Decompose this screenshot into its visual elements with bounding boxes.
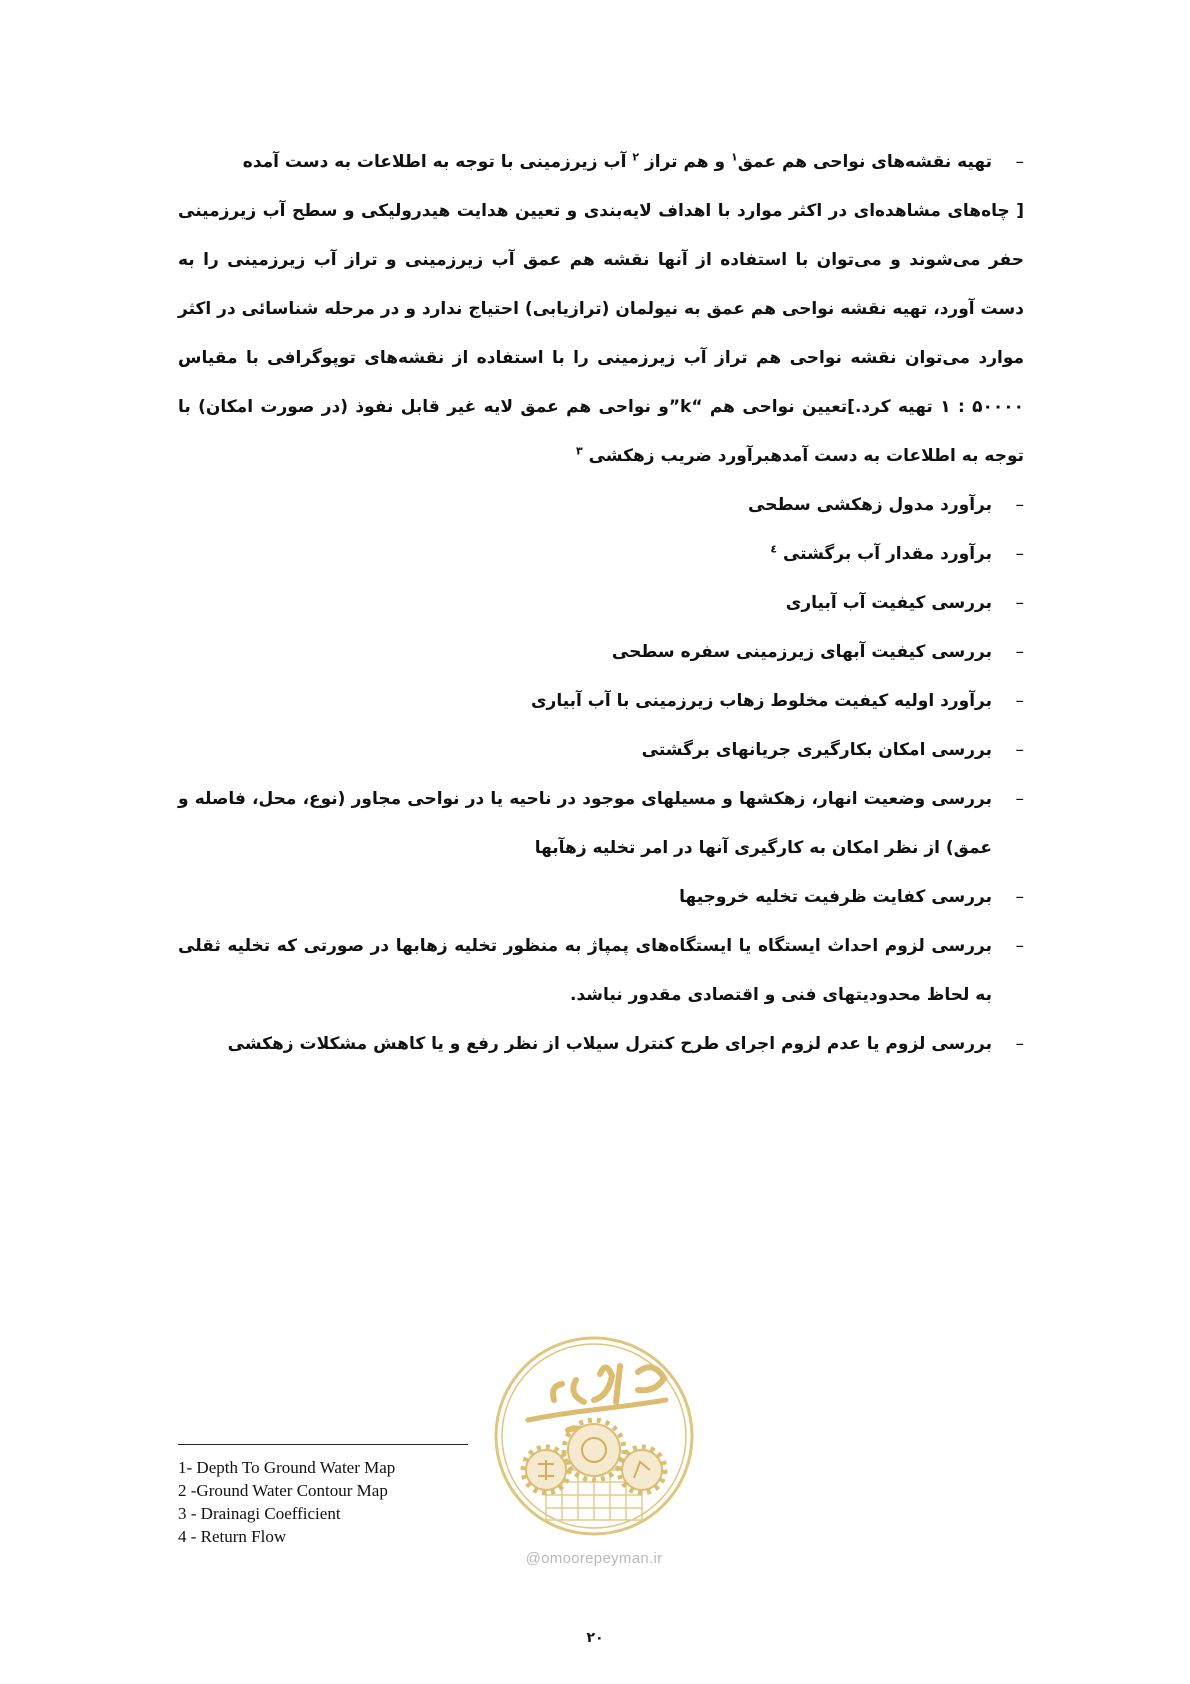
dash-bullet: –	[1015, 936, 1024, 956]
dash-bullet: –	[1015, 691, 1024, 711]
list-item	[178, 1020, 1024, 1069]
drainage-studies-list	[178, 138, 1024, 1069]
dash-bullet: –	[1015, 887, 1024, 907]
list-item-text: بررسی کفایت ظرفیت تخلیه خروجیها	[679, 887, 992, 907]
footnote-ref: ٣	[575, 444, 583, 458]
list-item	[178, 922, 1024, 1020]
dash-bullet: –	[1015, 740, 1024, 760]
footnote-divider	[178, 1444, 468, 1445]
footnote: 3 - Drainagi Coefficient	[178, 1504, 341, 1523]
dash-bullet: –	[1015, 789, 1024, 809]
footnote: 4 - Return Flow	[178, 1527, 287, 1546]
list-item	[178, 726, 1024, 775]
footnotes	[178, 1444, 468, 1548]
list-item	[178, 138, 1024, 187]
list-item	[178, 481, 1024, 530]
explanatory-paragraph	[178, 187, 1024, 481]
paragraph-text: [ چاه‌های مشاهده‌ای در اکثر موارد با اهداف لایه‌بندی و تعیین هدایت هیدرولیکی و سطح آب زیرزمینی حفر می‌شوند و می‌توان با استفاده از آنها نقشه هم عمق آب زیرزمینی و تراز آب زیرزمینی را به دست آورد، تهیه نقشه نواحی هم عمق به نیولمان (ترازیابی) احتیاج ندارد و در مرحله شناسائی در اکثر موارد می‌توان نقشه نواحی هم تراز آب زیرزمینی را با استفاده از نقشه‌های توپوگرافی با مقیاس ۵۰۰۰۰ : ۱ تهیه کرد.]تعیین نواحی هم “k”و نواحی هم عمق لایه غیر قابل نفوذ (در صورت امکان) با توجه به اطلاعات به دست آمدهبرآورد ضریب زهکشی	[178, 201, 1024, 466]
list-item-text: بررسی لزوم احداث ایستگاه یا ایستگاه‌های پمپاژ به منظور تخلیه زهابها در صورتی که تخلیه ثقلی به لحاظ محدودیتهای فنی و اقتصادی مقدور نباشد.	[178, 936, 992, 1005]
footnote: 2 -Ground Water Contour Map	[178, 1481, 388, 1500]
page-number: ۲۰	[586, 1630, 604, 1646]
list-item-text: بررسی کیفیت آبهای زیرزمینی سفره سطحی	[611, 642, 992, 662]
footnote-ref: ١	[731, 150, 738, 164]
list-item-text: برآورد اولیه کیفیت مخلوط زهاب زیرزمینی با آب آبیاری	[530, 691, 992, 711]
omoorepeyman-logo-icon	[488, 1330, 700, 1545]
list-item-text: بررسی وضعیت انهار، زهکشها و مسیلهای موجود در ناحیه یا در نواحی مجاور (نوع، محل، فاصله و عمق) از نظر امکان به کارگیری آنها در امر تخلیه زهآبها	[178, 789, 992, 858]
list-item-text: و هم تراز	[639, 152, 731, 172]
footnote: 1- Depth To Ground Water Map	[178, 1458, 396, 1477]
list-item-text: برآورد مدول زهکشی سطحی	[748, 495, 992, 515]
dash-bullet: –	[1015, 544, 1024, 564]
list-item-text: تهیه نقشه‌های نواحی هم عمق	[737, 152, 992, 172]
dash-bullet: –	[1015, 642, 1024, 662]
dash-bullet: –	[1015, 1034, 1024, 1054]
footnote-ref: ٢	[632, 150, 640, 164]
logo-caption: @omoorepeyman.ir	[525, 1550, 663, 1567]
list-item	[178, 677, 1024, 726]
list-item-text: بررسی امکان بکارگیری جریانهای برگشتی	[641, 740, 992, 760]
list-item	[178, 775, 1024, 873]
watermark-logo	[488, 1330, 700, 1590]
list-item	[178, 628, 1024, 677]
dash-bullet: –	[1015, 495, 1024, 515]
list-item-text: بررسی لزوم یا عدم لزوم اجرای طرح کنترل سیلاب از نظر رفع و یا کاهش مشکلات زهکشی	[227, 1034, 992, 1054]
list-item-text: آب زیرزمینی با توجه به اطلاعات به دست آمده	[242, 152, 633, 172]
dash-bullet: –	[1015, 593, 1024, 613]
list-item-text: بررسی کیفیت آب آبیاری	[785, 593, 992, 613]
list-item	[178, 873, 1024, 922]
dash-bullet: –	[1015, 152, 1024, 172]
footnote-ref: ٤	[770, 542, 778, 556]
list-item-text: برآورد مقدار آب برگشتی	[782, 544, 992, 564]
list-item	[178, 530, 1024, 579]
list-item	[178, 579, 1024, 628]
